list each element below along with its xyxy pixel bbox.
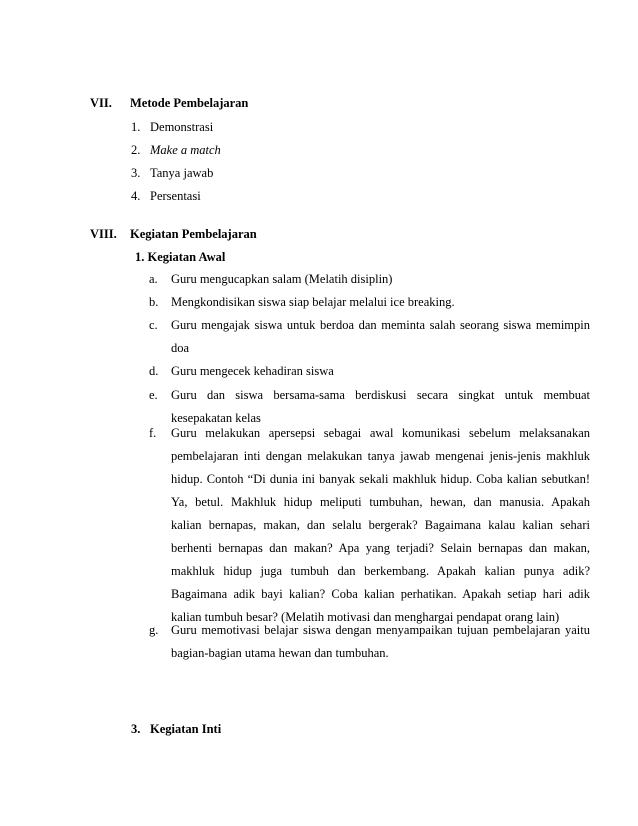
activity-c-line-1: Guru mengajak siswa untuk berdoa dan meminta salah seorang siswa memimpin — [171, 318, 590, 332]
activity-a-line-1: Guru mengucapkan salam (Melatih disiplin) — [171, 272, 393, 286]
method-item-4-text: Persentasi — [150, 189, 201, 203]
activity-e-letter: e. — [149, 388, 158, 402]
activity-c-letter: c. — [149, 318, 158, 332]
activity-f-line-1: Guru melakukan apersepsi sebagai awal komunikasi sebelum melaksanakan — [171, 426, 590, 440]
subsection-kegiatan-awal-title: 1. Kegiatan Awal — [135, 250, 226, 264]
activity-d-letter: d. — [149, 364, 159, 378]
activity-f-letter: f. — [149, 426, 157, 440]
activity-f-line-3: hidup. Contoh “Di dunia ini banyak sekali makhluk hidup. Coba kalian sebutkan! — [171, 472, 590, 486]
section-7-number: VII. — [90, 96, 112, 110]
method-item-4-number: 4. — [131, 189, 141, 203]
activity-f-line-7: makhluk hidup juga tumbuh dan berkembang. Apakah kalian punya adik? — [171, 564, 590, 578]
activity-b-line-1: Mengkondisikan siswa siap belajar melalui ice breaking. — [171, 295, 455, 309]
method-item-1-text: Demonstrasi — [150, 120, 214, 134]
activity-f-line-2: pembelajaran inti dengan melakukan tanya jawab mengenai jenis-jenis makhluk — [171, 449, 590, 463]
section-7-title: Metode Pembelajaran — [130, 96, 249, 110]
method-item-3-text: Tanya jawab — [150, 166, 214, 180]
activity-e-line-1: Guru dan siswa bersama-sama berdiskusi secara singkat untuk membuat — [171, 388, 590, 402]
activity-f-line-6: berhenti bernapas dan makan? Apa yang terjadi? Selain bernapas dan makan, — [171, 541, 590, 555]
subsection-kegiatan-inti-title: Kegiatan Inti — [150, 722, 222, 736]
activity-f-line-8: Bagaimana adik bayi kalian? Coba kalian perhatikan. Apakah setiap hari adik — [171, 587, 590, 601]
activity-c-line-2: doa — [171, 341, 190, 355]
subsection-3-number: 3. — [131, 722, 141, 736]
activity-f-line-5: kalian bernapas, makan, dan selalu bergerak? Bagaimana kalau kalian sehari — [171, 518, 590, 532]
activity-b-letter: b. — [149, 295, 159, 309]
activity-e-line-2: kesepakatan kelas — [171, 411, 261, 425]
method-item-2-text: Make a match — [150, 143, 221, 157]
activity-d-line-1: Guru mengecek kehadiran siswa — [171, 364, 334, 378]
method-item-1-number: 1. — [131, 120, 141, 134]
activity-g-line-1: Guru memotivasi belajar siswa dengan menyampaikan tujuan pembelajaran yaitu — [171, 623, 590, 637]
activity-g-letter: g. — [149, 623, 159, 637]
section-8-number: VIII. — [90, 227, 117, 241]
activity-f-line-4: Ya, betul. Makhluk hidup meliputi tumbuhan, hewan, dan manusia. Apakah — [171, 495, 590, 509]
section-8-title: Kegiatan Pembelajaran — [130, 227, 257, 241]
method-item-2-number: 2. — [131, 143, 141, 157]
activity-a-letter: a. — [149, 272, 158, 286]
activity-f-line-9: kalian tumbuh besar? (Melatih motivasi dan menghargai pendapat orang lain) — [171, 610, 560, 624]
method-item-3-number: 3. — [131, 166, 141, 180]
activity-g-line-2: bagian-bagian utama hewan dan tumbuhan. — [171, 646, 389, 660]
